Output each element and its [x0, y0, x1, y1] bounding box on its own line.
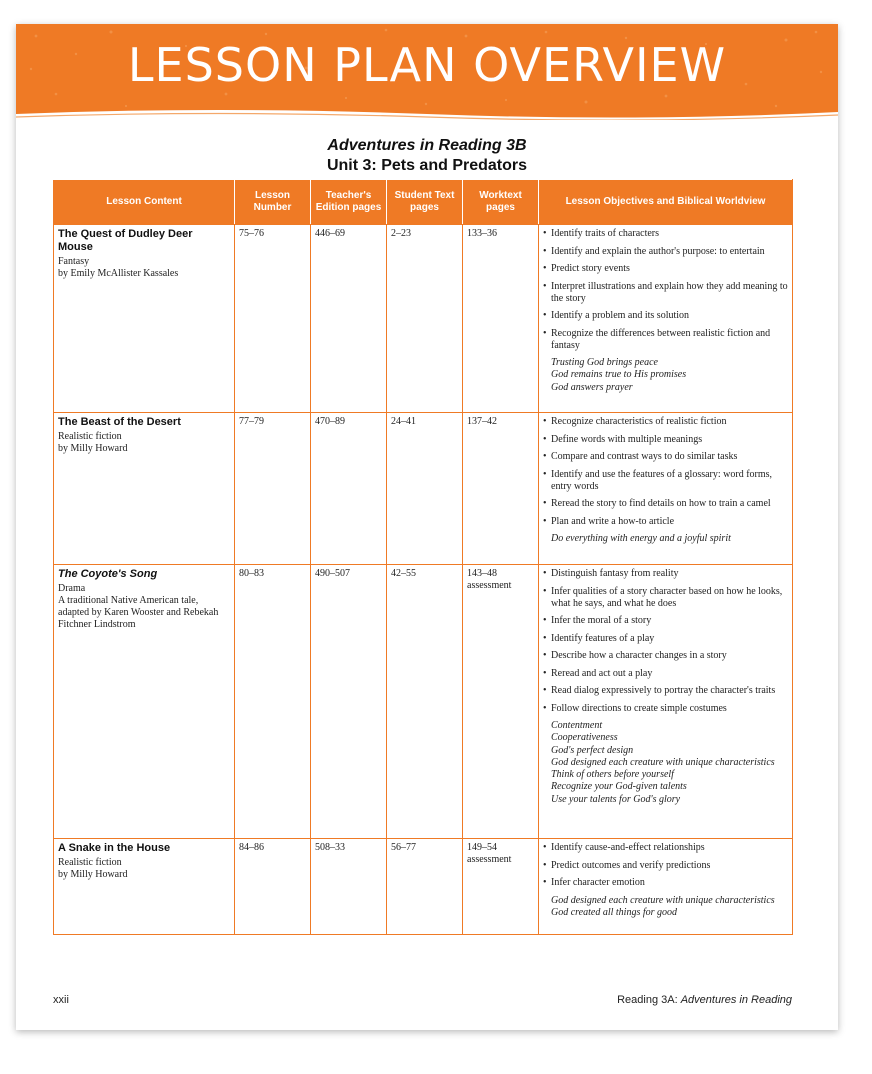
table-row — [54, 565, 793, 839]
objective-item: • Reread and act out a play — [543, 668, 788, 680]
lesson-plan-table — [53, 179, 793, 935]
lesson-content-cell — [54, 839, 235, 935]
te-pages: 508–33 — [311, 839, 387, 935]
objectives-list — [543, 842, 788, 889]
page-number: xxii — [53, 994, 69, 1006]
table-row — [54, 839, 793, 935]
book-title: Adventures in Reading 3B — [327, 137, 527, 154]
te-pages: 490–507 — [311, 565, 387, 839]
header-banner — [16, 24, 838, 120]
wt-pages-value: 143–48 — [467, 568, 497, 579]
worldview-item: Contentment — [551, 720, 603, 731]
objective-item: • Compare and contrast ways to do similar tasks — [543, 451, 788, 463]
lesson-byline: A traditional Native American tale, adapted by Karen Wooster and Rebekah Fitchner Lindstrom — [58, 595, 219, 630]
lesson-title: The Beast of the Desert — [58, 416, 181, 428]
lesson-byline: by Milly Howard — [58, 443, 128, 454]
objective-item: • Identify traits of characters — [543, 228, 788, 240]
wt-pages — [463, 565, 539, 839]
objective-item: • Predict story events — [543, 263, 788, 275]
worldview-list — [551, 533, 788, 545]
wt-pages-value: 149–54 — [467, 842, 497, 853]
objectives-list — [543, 568, 788, 715]
objective-item: • Interpret illustrations and explain how they add meaning to the story — [543, 281, 788, 305]
header-objectives: Lesson Objectives and Biblical Worldview — [539, 180, 793, 225]
st-pages: 2–23 — [387, 225, 463, 413]
wt-pages — [463, 225, 539, 413]
lesson-title: A Snake in the House — [58, 842, 171, 854]
objectives-cell — [539, 565, 793, 839]
footer-book-prefix: Reading 3A: — [617, 994, 678, 1006]
worldview-item: God designed each creature with unique characteristics — [551, 756, 775, 768]
objectives-cell — [539, 225, 793, 413]
table-row — [54, 225, 793, 413]
objective-item: • Describe how a character changes in a story — [543, 650, 788, 662]
lesson-content-cell — [54, 413, 235, 565]
objective-item: • Reread the story to find details on how to train a camel — [543, 498, 788, 510]
objective-item: • Identify and explain the author's purpose: to entertain — [543, 246, 788, 258]
te-pages: 446–69 — [311, 225, 387, 413]
lesson-title: The Quest of Dudley Deer Mouse — [58, 228, 193, 253]
st-pages: 56–77 — [387, 839, 463, 935]
objective-item: • Recognize characteristics of realistic fiction — [543, 416, 788, 428]
objective-item: • Identify a problem and its solution — [543, 310, 788, 322]
worldview-item: Think of others before yourself — [551, 769, 674, 781]
lesson-genre: Realistic fiction — [58, 857, 122, 868]
objective-item: • Recognize the differences between realistic fiction and fantasy — [543, 328, 788, 352]
objectives-cell — [539, 839, 793, 935]
wt-pages-note: assessment — [467, 854, 512, 865]
lesson-content-cell — [54, 565, 235, 839]
table-row — [54, 413, 793, 565]
lesson-genre: Fantasy — [58, 256, 90, 267]
lesson-number: 77–79 — [235, 413, 311, 565]
lesson-genre: Drama — [58, 583, 86, 594]
objective-item: • Identify features of a play — [543, 633, 788, 645]
objective-item: • Infer qualities of a story character based on how he looks, what he says, and what he does — [543, 586, 788, 610]
lesson-content-cell — [54, 225, 235, 413]
wt-pages-note: assessment — [467, 580, 512, 591]
banner-wave — [16, 108, 838, 120]
wt-pages-value: 137–42 — [467, 416, 497, 427]
worldview-list — [551, 357, 788, 394]
te-pages: 470–89 — [311, 413, 387, 565]
objectives-list — [543, 416, 788, 528]
page — [16, 24, 838, 1030]
objectives-cell — [539, 413, 793, 565]
worldview-item: Cooperativeness — [551, 732, 618, 744]
banner-title: LESSON PLAN OVERVIEW — [127, 38, 727, 92]
objective-item: • Identify cause-and-effect relationships — [543, 842, 788, 854]
lesson-title: The Coyote's Song — [58, 568, 158, 580]
worldview-item: Recognize your God-given talents — [551, 781, 687, 793]
header-st-pages: Student Text pages — [387, 180, 463, 225]
worldview-item: God created all things for good — [551, 906, 678, 918]
worldview-list — [551, 895, 788, 920]
lesson-number: 75–76 — [235, 225, 311, 413]
lesson-genre: Realistic fiction — [58, 431, 122, 442]
lesson-number: 84–86 — [235, 839, 311, 935]
worldview-list — [551, 720, 788, 806]
worldview-item: God remains true to His promises — [551, 369, 687, 381]
header-lesson-number: Lesson Number — [235, 180, 311, 225]
st-pages: 24–41 — [387, 413, 463, 565]
footer-book-title: Adventures in Reading — [680, 994, 792, 1006]
wt-pages — [463, 413, 539, 565]
worldview-item: God answers prayer — [551, 381, 633, 393]
lesson-byline: by Milly Howard — [58, 869, 128, 880]
objective-item: • Plan and write a how-to article — [543, 516, 788, 528]
lesson-number: 80–83 — [235, 565, 311, 839]
header-wt-pages: Worktext pages — [463, 180, 539, 225]
objective-item: • Predict outcomes and verify predictions — [543, 860, 788, 872]
worldview-item: God designed each creature with unique characteristics — [551, 894, 775, 906]
objective-item: • Identify and use the features of a glossary: word forms, entry words — [543, 469, 788, 493]
worldview-item: Use your talents for God's glory — [551, 793, 681, 805]
lesson-byline: by Emily McAllister Kassales — [58, 268, 179, 279]
table-header-row — [54, 180, 793, 225]
st-pages: 42–55 — [387, 565, 463, 839]
header-lesson-content: Lesson Content — [54, 180, 235, 225]
wt-pages-value: 133–36 — [467, 228, 497, 239]
unit-title: Unit 3: Pets and Predators — [326, 157, 528, 174]
worldview-item: God's perfect design — [551, 744, 634, 756]
worldview-item: Trusting God brings peace — [551, 357, 658, 368]
objective-item: • Infer the moral of a story — [543, 615, 788, 627]
objective-item: • Infer character emotion — [543, 877, 788, 889]
objective-item: • Read dialog expressively to portray the character's traits — [543, 685, 788, 697]
objectives-list — [543, 228, 788, 352]
wt-pages — [463, 839, 539, 935]
footer-book-label — [617, 994, 792, 1006]
worldview-item: Do everything with energy and a joyful spirit — [551, 533, 731, 544]
header-te-pages: Teacher's Edition pages — [311, 180, 387, 225]
objective-item: • Define words with multiple meanings — [543, 434, 788, 446]
objective-item: • Follow directions to create simple costumes — [543, 703, 788, 715]
objective-item: • Distinguish fantasy from reality — [543, 568, 788, 580]
